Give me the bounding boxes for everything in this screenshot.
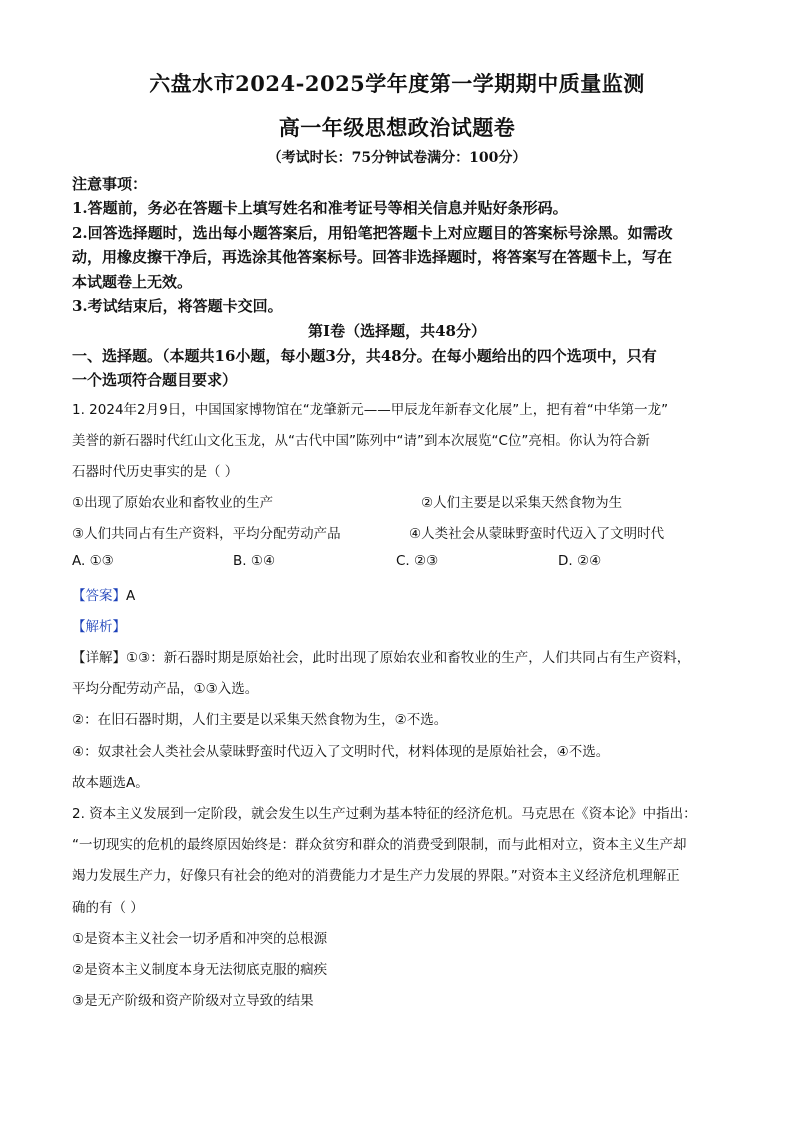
analysis-tag: 【解析】 [72, 619, 126, 635]
q1-option-b: B. ①④ [233, 553, 276, 569]
q1-option-d: D. ②④ [558, 553, 602, 569]
q1-statement-1: ①出现了原始农业和畜牧业的生产 [72, 495, 274, 511]
section-title: 第I卷（选择题，共48分） [308, 322, 486, 340]
q1-statement-3: ③人们共同占有生产资料，平均分配劳动产品 [72, 526, 341, 542]
q2-statement-3: ③是无产阶级和资产阶级对立导致的结果 [72, 993, 314, 1009]
q1-statement-4: ④人类社会从蒙昧野蛮时代迈入了文明时代 [409, 526, 665, 542]
notice-item-2-line-2: 动，用橡皮擦干净后，再选涂其他答案标号。回答非选择题时，将答案写在答题卡上，写在 [72, 248, 673, 266]
q1-answer [72, 584, 135, 604]
answer-value: A [126, 588, 136, 604]
q2-statement-1: ①是资本主义社会一切矛盾和冲突的总根源 [72, 931, 328, 947]
q1-detail-line-3: ②：在旧石器时期，人们主要是以采集天然食物为生，②不选。 [72, 712, 448, 728]
q2-stem-line-4: 确的有（ ） [72, 900, 144, 916]
exam-subtitle: 高一年级思想政治试题卷 [278, 115, 516, 140]
q1-option-a: A. ①③ [72, 553, 114, 569]
q1-conclusion: 故本题选A。 [72, 775, 149, 791]
q1-stem-line-2: 美誉的新石器时代红山文化玉龙，从“古代中国”陈列中“请”到本次展览“C位”亮相。你认为符合新 [72, 433, 650, 449]
q1-stem-line-3: 石器时代历史事实的是（ ） [72, 464, 239, 480]
section-intro-line-2: 一个选项符合题目要求） [72, 371, 238, 389]
exam-title: 六盘水市2024-2025学年度第一学期期中质量监测 [149, 71, 645, 96]
q1-detail-line-2: 平均分配劳动产品，①③入选。 [72, 681, 259, 697]
q2-stem-line-2: “一切现实的危机的最终原因始终是：群众贫穷和群众的消费受到限制，而与此相对立，资本主义生产却 [72, 837, 687, 853]
notice-item-2-line-1: 2.回答选择题时，选出每小题答案后，用铅笔把答题卡上对应题目的答案标号涂黑。如需改 [72, 224, 673, 242]
q1-analysis [72, 615, 126, 635]
q1-statement-2: ②人们主要是以采集天然食物为生 [421, 495, 623, 511]
notice-heading: 注意事项： [72, 175, 148, 193]
section-intro-line-1: 一、选择题。（本题共16小题，每小题3分，共48分。在每小题给出的四个选项中，只有 [72, 347, 657, 365]
detail-tag: 【详解】 [72, 650, 126, 666]
detail-text: ①③：新石器时期是原始社会，此时出现了原始农业和畜牧业的生产，人们共同占有生产资料， [126, 650, 691, 666]
q1-option-c: C. ②③ [396, 553, 439, 569]
exam-info: （考试时长：75分钟试卷满分：100分） [267, 150, 527, 166]
q2-statement-2: ②是资本主义制度本身无法彻底克服的痼疾 [72, 962, 328, 978]
q2-stem-line-3: 竭力发展生产力，好像只有社会的绝对的消费能力才是生产力发展的界限。”对资本主义经济危机理解正 [72, 868, 680, 884]
q1-detail-line-1 [72, 646, 690, 666]
q1-stem-line-1: 1. 2024年2月9日，中国国家博物馆在“龙肇新元——甲辰龙年新春文化展”上，把有着“中华第一龙” [72, 402, 669, 418]
q2-stem-line-1: 2. 资本主义发展到一定阶段，就会发生以生产过剩为基本特征的经济危机。马克思在《资本论》中指出： [72, 806, 697, 822]
notice-item-3: 3.考试结束后，将答题卡交回。 [72, 297, 283, 315]
q1-detail-line-4: ④：奴隶社会人类社会从蒙昧野蛮时代迈入了文明时代，材料体现的是原始社会，④不选。 [72, 744, 610, 760]
notice-item-2-line-3: 本试题卷上无效。 [72, 273, 193, 291]
answer-tag: 【答案】 [72, 588, 126, 604]
notice-item-1: 1.答题前，务必在答题卡上填写姓名和准考证号等相关信息并贴好条形码。 [72, 199, 568, 217]
